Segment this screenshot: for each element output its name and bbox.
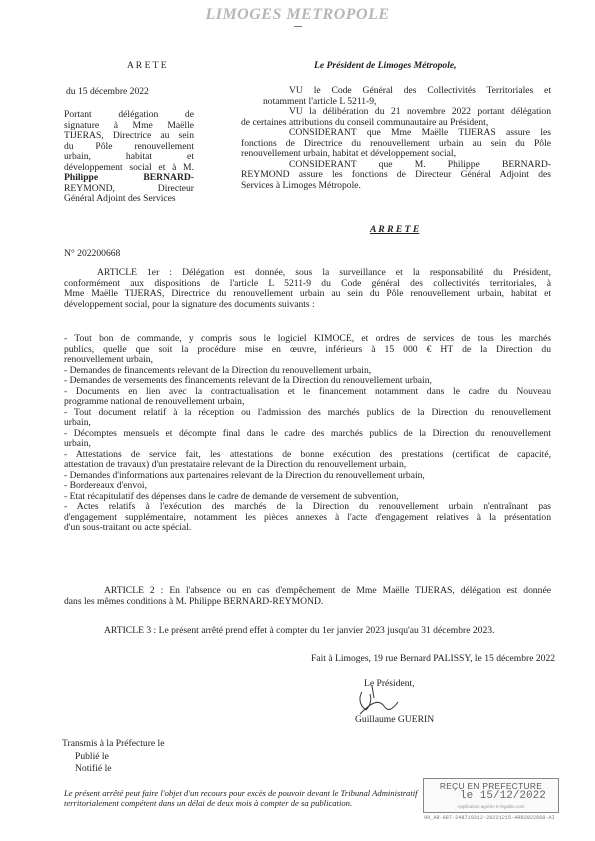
stamp-date: le 15/12/2022 <box>460 790 546 802</box>
article-1-line: développement social, pour la signature des documents suivants : <box>64 298 315 310</box>
list-item: - Demandes d'informations aux partenaires relevant de la Direction du renouvellement urbain, <box>64 469 425 481</box>
list-item: - Tout bon de commande, y compris sous le logiciel KIMOCE, et ordres de services de tous les marchés <box>64 333 551 344</box>
notice-line: Le présent arrêté peut faire l'objet d'un recours pour excès de pouvoir devant le Tribunal Administratif <box>64 788 418 798</box>
stamp-subtext: Application agréée E-legalite.com <box>457 804 525 809</box>
subject-line: signature à Mme Maëlle <box>64 119 194 131</box>
article-2-line: ARTICLE 2 : En l'absence ou en cas d'empêchement de Mme Maëlle TIJERAS, délégation est donnée <box>104 585 551 596</box>
list-item: programme national de renouvellement urbain, <box>64 396 245 407</box>
list-item: - Actes relatifs à l'exécution des marchés de la Direction du renouvellement urbain n'entraînant pas <box>64 501 551 512</box>
subject-line: Philippe BERNARD- <box>64 172 194 183</box>
subject-block <box>64 110 194 205</box>
list-item: attestation de travaux) d'un prestataire relevant de la Direction du renouvellement urbain, <box>64 459 407 470</box>
right-arrete-title: A R R E T E <box>370 224 420 235</box>
article-2-line: dans les mêmes conditions à M. Philippe BERNARD-REYMOND. <box>64 595 324 607</box>
logo-divider <box>294 26 302 27</box>
arrete-date: du 15 décembre 2022 <box>66 86 149 97</box>
transmission-line: Notifié le <box>75 763 112 774</box>
subject-line: développement social et à M. <box>64 161 194 173</box>
list-item: - Demandes de financements relevant de la Direction du renouvellement urbain, <box>64 364 372 376</box>
notice-line: territorialement compétent dans un délai de deux mois à compter de sa publication. <box>64 798 353 808</box>
list-item: - Documents en lien avec la contractualisation et le financement notamment dans le cadre du Nouveau <box>64 385 551 397</box>
considerations-block <box>241 86 551 191</box>
subject-line: Général Adjoint des Services <box>64 193 176 204</box>
arrete-number: N° 202200668 <box>64 248 121 259</box>
considerant-line: REYMOND assure les fonctions de Directeur Général Adjoint des <box>241 169 551 180</box>
considerant-line: Services à Limoges Métropole. <box>241 179 361 191</box>
list-item: - Attestations de service fait, les attestations de bonne exécution des prestations (certificat de capacité, <box>64 448 551 460</box>
vu-line: VU la délibération du 21 novembre 2022 portant délégation <box>289 106 551 117</box>
list-item: - Etat récapitulatif des dépenses dans le cadre de demande de versement de subvention, <box>64 490 399 502</box>
stamp-title: REÇU EN PREFECTURE <box>439 781 543 791</box>
considerant-line: renouvellement urbain, habitat et développement social, <box>241 148 456 159</box>
vu-line: notamment l'article L 5211-9, <box>263 95 377 107</box>
list-item: - Bordereaux d'envoi, <box>64 480 147 491</box>
left-arrete-title: A R E T E <box>127 60 167 71</box>
list-item: - Décomptes mensuels et décompte final dans le cadre des marchés publics de la Direction du renouvellement <box>64 427 551 439</box>
subject-line: Portant délégation de <box>64 109 194 120</box>
list-item: - Tout document relatif à la réception ou l'admission des marchés publics de la Direction du renouvellement <box>64 406 551 418</box>
subject-line: urbain, habitat et <box>64 151 194 162</box>
article-1-line: Mme Maëlle TIJERAS, Directrice du renouvellement urbain au sein du Pôle renouvellement urbain, habitat et <box>64 288 551 299</box>
signatory-name: Guillaume GUERIN <box>355 714 435 725</box>
president-heading: Le Président de Limoges Métropole, <box>314 60 457 71</box>
article-1-line: conformément aux dispositions de l'article L 5211-9 du Code général des collectivités territoriales, à <box>64 277 551 289</box>
list-item: renouvellement urbain, <box>64 354 153 365</box>
place-and-date: Fait à Limoges, 19 rue Bernard PALISSY, le 15 décembre 2022 <box>311 653 556 664</box>
acte-identifier: 99_AR-087-248719312-20221215-ARR2022668-AI <box>424 815 555 821</box>
considerant-line: CONSIDERANT que M. Philippe BERNARD- <box>289 158 551 170</box>
vu-line: VU le Code Général des Collectivités Territoriales et <box>289 85 551 96</box>
signatory-role: Le Président, <box>364 678 415 689</box>
subject-line: TIJERAS, Directrice au sein <box>64 130 194 141</box>
subject-line: du Pôle renouvellement <box>64 140 194 152</box>
org-logo-text: LIMOGES METROPOLE <box>205 6 390 23</box>
article-1 <box>64 268 551 310</box>
transmission-line: Transmis à la Préfecture le <box>62 738 165 749</box>
vu-line: de certaines attributions du conseil communautaire au Président, <box>241 116 489 128</box>
transmission-line: Publié le <box>75 750 109 762</box>
list-item: urbain, <box>64 438 91 449</box>
list-item: d'un sous-traitant ou acte spécial. <box>64 522 192 533</box>
article-3: ARTICLE 3 : Le présent arrêté prend effet à compter du 1er janvier 2023 jusqu'au 31 décembre 2023. <box>104 625 495 636</box>
considerant-line: fonctions de Directrice du renouvellement urbain au sein du Pôle <box>241 137 551 149</box>
list-item: d'engagement supplémentaire, notamment les pièces annexes à l'acte d'engagement relatives à la présentation <box>64 511 551 523</box>
subject-line: REYMOND, Directeur <box>64 182 194 194</box>
list-item: urbain, <box>64 417 91 428</box>
list-item: - Demandes de versements des financements relevant de la Direction du renouvellement urbain, <box>64 375 432 386</box>
considerant-line: CONSIDERANT que Mme Maëlle TIJERAS assure les <box>289 127 551 138</box>
transmission-block <box>62 739 164 775</box>
list-item: publics, quelle que soit la procédure mise en œuvre, inférieurs à 15 000 € HT de la Direction du <box>64 343 551 355</box>
prefecture-stamp <box>423 778 559 813</box>
delegation-list <box>64 334 551 534</box>
article-2 <box>64 586 551 607</box>
article-1-line: ARTICLE 1er : Délégation est donnée, sous la surveillance et la responsabilité du Président, <box>97 267 551 278</box>
